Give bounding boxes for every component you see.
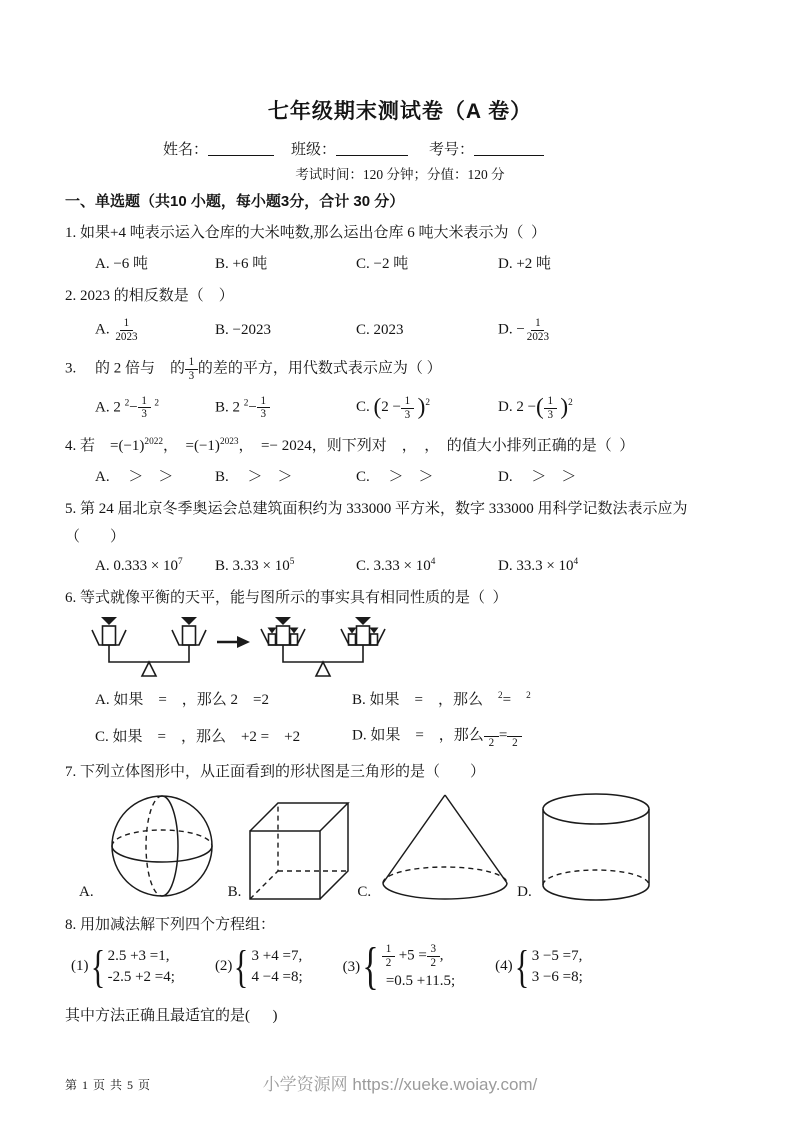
q8-system-2 <box>214 941 303 993</box>
question-6 <box>65 588 735 750</box>
q3-option-d: D. 2 −( $\frac{1}{3}$ )$^2$ <box>498 394 573 421</box>
balance-scales-diagram <box>71 614 406 684</box>
q1-stem: 1. 如果+4 吨表示运入仓库的大米吨数,那么运出仓库 6 吨大米表示为（ ） <box>65 225 546 241</box>
cylinder-figure <box>537 789 655 903</box>
q4-option-d: D. ＞ ＞ <box>498 468 577 485</box>
equation: =0.5 +11.5; <box>382 973 456 990</box>
q7-label-d: D. <box>517 883 532 900</box>
q1-option-b: B. +6 吨 <box>215 256 268 272</box>
q8-system-3 <box>342 937 456 995</box>
q7-label-a: A. <box>79 883 94 900</box>
equation: -2.5 +2 =4; <box>107 969 175 986</box>
system-brace: { <box>362 937 379 995</box>
q5-options <box>95 556 735 576</box>
q6-option-a: A. 如果 = ，那么 2 =2 <box>95 692 270 709</box>
q8-system-1 <box>71 941 175 993</box>
q7-stem: 7. 下列立体图形中，从正面看到的形状图是三角形的是（ ） <box>65 763 486 780</box>
exam-time-info: 考试时间：120 分钟；分值：120 分 <box>295 167 505 182</box>
q4-option-a: A. ＞ ＞ <box>95 468 174 485</box>
q1-option-c: C. −2 吨 <box>356 256 409 272</box>
q8-tail: 其中方法正确且最适宜的是( ) <box>65 1008 278 1025</box>
q6-option-d: D. 如果 = ，那么 2 = 2 <box>352 723 735 750</box>
q7-figures-row <box>79 789 735 903</box>
examno-label: 考号： <box>429 142 475 158</box>
class-label: 班级： <box>291 142 337 158</box>
question-4 <box>65 436 735 487</box>
student-info-row <box>163 138 735 158</box>
system-brace: { <box>234 941 249 993</box>
question-3 <box>65 356 735 424</box>
system-number: (2) <box>214 958 233 975</box>
q3-stem: 3. 的 2 倍与 的 $\frac{1}{3}$ 的差的平方，用代数式表示应为（ ） <box>65 355 442 382</box>
q3-option-a: A. 2 $^2$− $\frac{1}{3}$ $^2$ <box>95 394 159 421</box>
equation: 3 −5 =7, <box>531 947 583 964</box>
q5-stem-parens: （ ） <box>65 528 126 545</box>
page-title: 七年级期末测试卷（A 卷） <box>267 100 533 123</box>
q8-system-4 <box>495 941 583 993</box>
q5-option-a: A. $0.333 \times 10^7$ <box>95 556 183 574</box>
equation: 3 −6 =8; <box>531 969 583 986</box>
section-heading: 一、单选题（共10 小题，每小题3分，合计 30 分） <box>65 193 405 210</box>
q6-stem: 6. 等式就像平衡的天平，能与图所示的事实具有相同性质的是（ ） <box>65 590 508 607</box>
system-number: (3) <box>342 958 361 975</box>
q8-systems-row <box>71 937 735 995</box>
class-blank <box>336 140 408 156</box>
question-7 <box>65 762 735 903</box>
q3-options <box>95 392 735 423</box>
q2-stem: 2. 2023 的相反数是（ ） <box>65 288 234 305</box>
q5-option-d: D. $33.3 \times 10^4$ <box>498 556 579 574</box>
equation: $\frac{1}{2}$ +5 = $\frac{3}{2}$ , <box>382 943 455 970</box>
question-8 <box>65 915 735 1025</box>
q6-option-c: C. 如果 = ，那么 +2 = +2 <box>95 728 301 745</box>
equation: 4 −4 =8; <box>251 969 303 986</box>
examno-blank <box>474 140 544 156</box>
q5-option-b: B. $3.33 \times 10^5$ <box>215 556 295 574</box>
page-footer <box>65 1070 735 1096</box>
q7-label-b: B. <box>227 883 242 900</box>
system-brace: { <box>514 941 529 993</box>
sphere-figure <box>99 789 225 903</box>
system-number: (4) <box>495 958 513 975</box>
q2-option-b: B. −2023 <box>215 322 271 339</box>
q2-option-d: D. − $\frac{1}{2023}$ <box>498 317 549 343</box>
q8-stem: 8. 用加减法解下列四个方程组： <box>65 916 276 933</box>
equation: 2.5 +3 =1, <box>107 947 170 964</box>
q3-option-b: B. 2 $^2$− $\frac{1}{3}$ <box>215 395 356 422</box>
question-2 <box>65 286 735 344</box>
name-label: 姓名： <box>163 142 209 158</box>
q2-option-c: C. 2023 <box>356 322 404 339</box>
cone-figure <box>376 791 514 903</box>
q1-option-d: D. +2 吨 <box>498 256 552 272</box>
q4-option-b: B. ＞ ＞ <box>215 468 293 485</box>
system-brace: { <box>90 941 105 993</box>
q6-options <box>95 690 735 750</box>
q3-option-c: C. (2 − $\frac{1}{3}$ )$^2$ <box>356 394 431 421</box>
q2-options <box>95 317 735 344</box>
q1-option-a: A. −6 吨 <box>95 256 149 272</box>
page-number: 第 1 页 共 5 页 <box>65 1078 152 1092</box>
q5-stem: 5. 第 24 届北京冬季奥运会总建筑面积约为 333000 平方米，数字 333000 用科学记数法表示应为 <box>65 500 688 517</box>
system-number: (1) <box>71 958 89 975</box>
source-site: 小学资源网 https://xueke.woiay.com/ <box>262 1075 538 1094</box>
q5-option-c: C. $3.33 \times 10^4$ <box>356 556 436 574</box>
q4-options <box>95 467 735 487</box>
q6-option-b: B. 如果 = ，那么 $^2$= $^2$ <box>352 691 531 709</box>
question-5 <box>65 499 735 576</box>
name-blank <box>208 140 274 156</box>
q1-options <box>95 254 735 274</box>
q4-option-c: C. ＞ ＞ <box>356 468 434 485</box>
equation: 3 +4 =7, <box>251 947 303 964</box>
q2-option-a: A. $\frac{1}{2023}$ <box>95 317 138 343</box>
q6-figure <box>71 614 735 684</box>
question-1 <box>65 223 735 274</box>
q4-stem: 4. 若 $=(-1)^{2022}$， $=(-1)^{2023}$， =− 2024，则下列对 ， ， 的值大小排列正确的是（ ） <box>65 436 635 454</box>
cuboid-figure <box>246 799 354 903</box>
q7-label-c: C. <box>357 883 372 900</box>
